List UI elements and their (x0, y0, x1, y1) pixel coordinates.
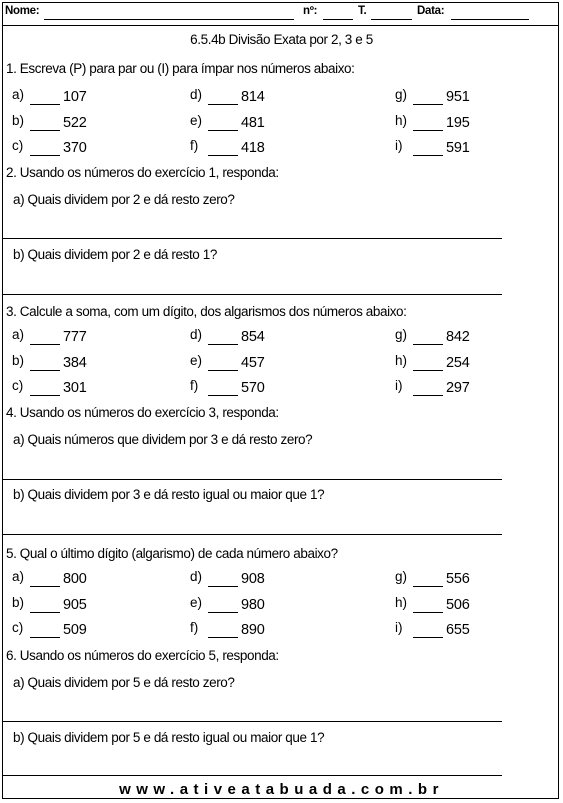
q2-answer-line-b[interactable] (2, 294, 502, 295)
q5-item-label: e) (190, 594, 203, 610)
worksheet-title: 6.5.4b Divisão Exata por 2, 3 e 5 (190, 32, 373, 47)
q5-item-number: 908 (241, 571, 265, 587)
q5-item-label: h) (395, 594, 408, 610)
q5-item-number: 980 (241, 596, 265, 613)
q3-answer-blank[interactable] (413, 344, 443, 345)
q5-item-label: a) (12, 569, 25, 584)
number-label: nº: (303, 5, 318, 17)
q1-item-number: 591 (446, 140, 470, 156)
q6-answer-line-a[interactable] (2, 721, 502, 722)
q5-item-label: i) (395, 620, 403, 635)
q3-answer-blank[interactable] (30, 370, 60, 371)
q3-answer-blank[interactable] (413, 370, 443, 371)
class-field[interactable] (371, 19, 412, 20)
q3-item-label: a) (12, 327, 25, 342)
q3-item-number: 297 (446, 380, 470, 396)
q5-answer-blank[interactable] (208, 586, 238, 587)
number-field[interactable] (323, 19, 353, 20)
q1-item-number: 370 (63, 140, 87, 156)
q5-item-label: f) (190, 620, 199, 635)
q6-question-b: b) Quais dividem por 5 e dá resto igual ou maior que 1? (13, 730, 325, 745)
q5-item-number: 905 (63, 596, 87, 613)
q1-item-number: 418 (241, 140, 265, 156)
q1-item-number: 107 (63, 89, 87, 105)
q3-item-number: 384 (63, 354, 87, 371)
q4-question-b: b) Quais dividem por 3 e dá resto igual ou maior que 1? (13, 487, 325, 502)
q3-item-label: c) (12, 378, 24, 393)
q6-prompt: 6. Usando os números do exercício 5, responda: (6, 648, 279, 663)
q3-answer-blank[interactable] (208, 344, 238, 345)
q1-answer-blank[interactable] (30, 155, 60, 156)
q2-question-b: b) Quais dividem por 2 e dá resto 1? (13, 247, 217, 262)
q1-item-number: 814 (241, 89, 265, 105)
q5-answer-blank[interactable] (413, 637, 443, 638)
q3-item-label: h) (395, 352, 408, 368)
q3-answer-blank[interactable] (30, 395, 60, 396)
q3-item-number: 457 (241, 354, 265, 371)
q3-prompt: 3. Calcule a soma, com um dígito, dos algarismos dos números abaixo: (6, 304, 407, 319)
q3-item-number: 854 (241, 329, 265, 345)
q5-item-label: b) (12, 594, 25, 610)
q5-answer-blank[interactable] (413, 586, 443, 587)
q3-item-label: e) (190, 352, 203, 368)
q6-question-a: a) Quais dividem por 5 e dá resto zero? (13, 675, 235, 690)
q1-item-label: g) (395, 87, 408, 102)
q3-item-label: i) (395, 378, 403, 393)
q3-answer-blank[interactable] (208, 395, 238, 396)
header-divider (2, 25, 559, 26)
q1-answer-blank[interactable] (30, 104, 60, 105)
q1-item-label: i) (395, 138, 403, 153)
q3-item-label: b) (12, 352, 25, 368)
q5-item-number: 800 (63, 571, 87, 587)
q2-prompt: 2. Usando os números do exercício 1, responda: (6, 165, 279, 180)
q1-answer-blank[interactable] (413, 104, 443, 105)
q5-item-number: 506 (446, 596, 470, 613)
q1-answer-blank[interactable] (208, 130, 238, 131)
q3-item-number: 301 (63, 380, 87, 396)
q1-item-label: b) (12, 112, 25, 128)
q4-prompt: 4. Usando os números do exercício 3, responda: (6, 405, 279, 420)
q5-prompt: 5. Qual o último dígito (algarismo) de cada número abaixo? (6, 546, 338, 561)
q4-answer-line-a[interactable] (2, 479, 502, 480)
q5-item-label: g) (395, 569, 408, 584)
q5-answer-blank[interactable] (30, 586, 60, 587)
q5-item-number: 556 (446, 571, 470, 587)
q1-answer-blank[interactable] (208, 104, 238, 105)
q5-answer-blank[interactable] (208, 612, 238, 613)
q2-question-a: a) Quais dividem por 2 e dá resto zero? (13, 192, 235, 207)
q1-item-number: 522 (63, 114, 87, 131)
q5-answer-blank[interactable] (208, 637, 238, 638)
class-label: T. (358, 5, 367, 17)
date-field[interactable] (451, 19, 529, 20)
q5-answer-blank[interactable] (30, 612, 60, 613)
q1-item-label: a) (12, 87, 25, 102)
q3-answer-blank[interactable] (413, 395, 443, 396)
q4-question-a: a) Quais números que dividem por 3 e dá resto zero? (13, 432, 313, 447)
date-label: Data: (417, 5, 445, 17)
q4-answer-line-b[interactable] (2, 534, 502, 535)
q3-answer-blank[interactable] (208, 370, 238, 371)
q1-answer-blank[interactable] (208, 155, 238, 156)
q5-item-label: c) (12, 620, 24, 635)
q5-item-number: 655 (446, 622, 470, 638)
q1-item-label: c) (12, 138, 24, 153)
q3-item-number: 254 (446, 354, 470, 371)
q1-item-number: 481 (241, 114, 265, 131)
q1-answer-blank[interactable] (413, 130, 443, 131)
q1-item-label: e) (190, 112, 203, 128)
q1-item-number: 195 (446, 114, 470, 131)
q1-item-label: f) (190, 138, 199, 153)
q3-item-label: f) (190, 378, 199, 393)
q1-item-number: 951 (446, 89, 470, 105)
q1-answer-blank[interactable] (413, 155, 443, 156)
q1-answer-blank[interactable] (30, 130, 60, 131)
q1-item-label: h) (395, 112, 408, 128)
q3-item-label: g) (395, 327, 408, 342)
name-label: Nome: (5, 5, 40, 17)
q5-item-number: 509 (63, 622, 87, 638)
q5-answer-blank[interactable] (413, 612, 443, 613)
q5-answer-blank[interactable] (30, 637, 60, 638)
q3-item-number: 777 (63, 329, 87, 345)
q2-answer-line-a[interactable] (2, 238, 502, 239)
footer-website: www.ativeatabuada.com.br (119, 781, 444, 798)
q5-item-label: d) (190, 569, 203, 584)
name-field[interactable] (44, 19, 294, 20)
q1-item-label: d) (190, 87, 203, 102)
q3-item-label: d) (190, 327, 203, 342)
q3-answer-blank[interactable] (30, 344, 60, 345)
q3-item-number: 570 (241, 380, 265, 396)
q1-prompt: 1. Escreva (P) para par ou (I) para ímpar nos números abaixo: (6, 61, 355, 76)
q3-item-number: 842 (446, 329, 470, 345)
q6-answer-line-b[interactable] (2, 775, 502, 776)
q5-item-number: 890 (241, 622, 265, 638)
